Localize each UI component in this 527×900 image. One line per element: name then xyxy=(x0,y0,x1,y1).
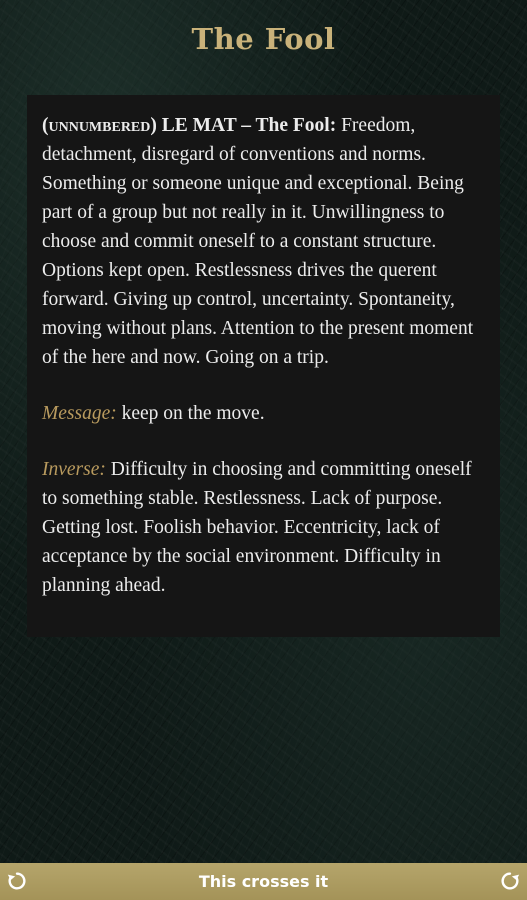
message-text: keep on the move. xyxy=(121,403,265,424)
inverse-text: Difficulty in choosing and committing oneself to something stable. Restlessness. Lack of purpose. Getting lost. Foolish behavior. Eccentricity, lack of acceptance by the social environment. Difficulty in planning ahead. xyxy=(42,459,472,596)
inverse-label: Inverse: xyxy=(42,459,106,480)
card-meaning-panel xyxy=(27,95,500,637)
rotate-left-icon xyxy=(6,870,28,892)
card-inverse xyxy=(42,455,484,600)
next-button[interactable] xyxy=(498,869,522,893)
previous-button[interactable] xyxy=(5,869,29,893)
page-title: The Fool xyxy=(191,22,336,56)
card-message xyxy=(42,399,484,428)
card-description-text: Freedom, detachment, disregard of conventions and norms. Something or someone unique and exceptional. Being part of a group but not really in it. Unwillingness to choose and commit oneself to a constant structure. Options kept open. Restlessness drives the querent forward. Giving up control, uncertainty. Spontaneity, moving without plans. Attention to the present moment of the here and now. Going on a trip. xyxy=(42,115,474,368)
card-description xyxy=(42,111,484,372)
position-label: This crosses it xyxy=(198,872,329,891)
card-name: LE MAT – The Fool: xyxy=(161,115,337,136)
message-label: Message: xyxy=(42,403,117,424)
card-number: (unnumbered) xyxy=(42,115,157,136)
rotate-right-icon xyxy=(499,870,521,892)
position-bar xyxy=(0,863,527,900)
